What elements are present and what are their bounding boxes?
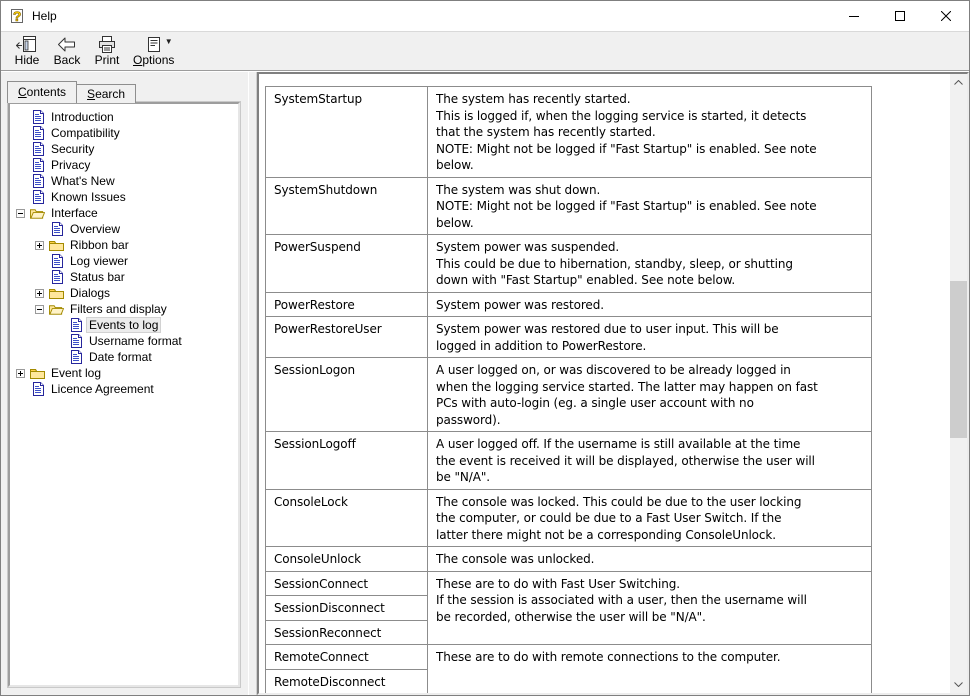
options-button[interactable] (127, 32, 180, 70)
event-description-cell: System power was restored due to user input. This will be logged in addition to PowerRestore. (428, 317, 872, 358)
event-description-cell: The console was locked. This could be due to the user locking the computer, or could be due to a Fast User Switch. If the latter there might not be a corresponding ConsoleUnlock. (428, 489, 872, 547)
page-icon (30, 382, 45, 397)
toolbar (1, 32, 969, 71)
table-row (266, 235, 872, 293)
tree-item-label: What's New (51, 174, 115, 188)
event-name-cell: SessionConnect (266, 571, 428, 596)
event-description-cell: System power was suspended. This could be due to hibernation, standby, sleep, or shutting down with "Fast Startup" enabled. See note below. (428, 235, 872, 293)
svg-text:?: ? (12, 8, 22, 24)
topic-content (259, 74, 950, 693)
sidebar-tabs (7, 80, 248, 102)
tree-item[interactable] (10, 205, 238, 221)
scroll-up-button[interactable] (950, 74, 967, 91)
folder-open-icon (30, 206, 45, 221)
tree-item[interactable] (10, 109, 238, 125)
table-row (266, 358, 872, 432)
tree-item-label: Event log (51, 366, 102, 380)
page-icon (30, 142, 45, 157)
tree-item-label: Interface (51, 206, 98, 220)
window-title: Help (32, 9, 57, 23)
events-table (265, 86, 872, 693)
printer-icon (96, 34, 118, 54)
tree-item[interactable] (10, 221, 238, 237)
event-name-cell: SystemShutdown (266, 177, 428, 235)
scroll-down-button[interactable] (950, 676, 967, 693)
table-row (266, 87, 872, 178)
tree-item[interactable] (10, 253, 238, 269)
tree-item[interactable] (10, 285, 238, 301)
tree-item-label: Overview (70, 222, 121, 236)
event-description-cell: The system has recently started. This is logged if, when the logging service is started, it detects that the system has recently started. NOTE: Might not be logged if "Fast Startup" is enabled. See note below. (428, 87, 872, 178)
tree-item[interactable] (10, 269, 238, 285)
tree-item-label: Status bar (70, 270, 125, 284)
event-description-cell: The system was shut down. NOTE: Might not be logged if "Fast Startup" is enabled. See note below. (428, 177, 872, 235)
page-icon (30, 110, 45, 125)
tree-item-label: Introduction (51, 110, 114, 124)
help-question-icon (9, 8, 25, 24)
event-description-cell: The console was unlocked. (428, 547, 872, 572)
event-description-cell: A user logged off. If the username is still available at the time the event is received it will be displayed, otherwise the user will be "N/A". (428, 432, 872, 490)
print-button[interactable] (87, 32, 127, 70)
tree-item-label: Licence Agreement (51, 382, 154, 396)
tree-item[interactable] (10, 365, 238, 381)
table-row (266, 292, 872, 317)
page-icon (68, 350, 83, 365)
title-bar[interactable] (1, 1, 969, 32)
folder-closed-icon (49, 238, 64, 253)
page-icon (49, 254, 64, 269)
collapse-icon[interactable] (35, 305, 44, 314)
event-name-cell: RemoteConnect (266, 645, 428, 670)
main-area (1, 72, 969, 695)
back-button-label: Back (53, 53, 81, 67)
table-row (266, 645, 872, 670)
page-icon (68, 334, 83, 349)
tree-item[interactable] (10, 349, 238, 365)
folder-open-icon (49, 302, 64, 317)
tree-item-label: Dialogs (70, 286, 111, 300)
page-icon (30, 190, 45, 205)
page-icon (30, 126, 45, 141)
tree-item[interactable] (10, 237, 238, 253)
event-description-cell: These are to do with remote connections to the computer. (428, 645, 872, 694)
tree-item[interactable] (10, 157, 238, 173)
event-name-cell: SessionLogoff (266, 432, 428, 490)
table-row (266, 489, 872, 547)
event-description-cell: A user logged on, or was discovered to be already logged in when the logging service started. The latter may happen on fast PCs with auto-login (eg. a single user account with no password). (428, 358, 872, 432)
table-row (266, 571, 872, 596)
scroll-thumb[interactable] (950, 281, 967, 438)
tree-item-label: Known Issues (51, 190, 126, 204)
back-arrow-icon (56, 34, 78, 54)
hide-button[interactable] (7, 32, 47, 70)
pane-splitter[interactable] (248, 72, 257, 695)
events-table-body (266, 87, 872, 694)
folder-closed-icon (49, 286, 64, 301)
print-button-label: Print (94, 53, 120, 67)
event-name-cell: PowerRestore (266, 292, 428, 317)
event-description-cell: These are to do with Fast User Switching. If the session is associated with a user, then the username will be recorded, otherwise the user will be "N/A". (428, 571, 872, 645)
page-icon (49, 270, 64, 285)
back-button[interactable] (47, 32, 87, 70)
event-description-cell: System power was restored. (428, 292, 872, 317)
tree-item[interactable] (10, 125, 238, 141)
folder-closed-icon (30, 366, 45, 381)
tree-item-label: Filters and display (70, 302, 167, 316)
hide-button-label: Hide (14, 53, 40, 67)
event-name-cell: PowerSuspend (266, 235, 428, 293)
maximize-button[interactable] (877, 1, 923, 31)
tree-item[interactable] (10, 173, 238, 189)
table-row (266, 317, 872, 358)
tree-item[interactable] (10, 381, 238, 397)
tree-item-label: Events to log (89, 318, 159, 332)
event-name-cell: PowerRestoreUser (266, 317, 428, 358)
options-button-label: Options (133, 53, 175, 67)
navigation-pane (1, 72, 248, 695)
vertical-scrollbar[interactable] (950, 74, 967, 693)
close-button[interactable] (923, 1, 969, 31)
tree-item[interactable] (10, 333, 238, 349)
event-name-cell: SessionReconnect (266, 620, 428, 645)
table-row (266, 177, 872, 235)
tree-item-label: Compatibility (51, 126, 120, 140)
tree-item-label: Date format (89, 350, 152, 364)
tab-search[interactable]: Search (77, 84, 136, 103)
event-name-cell: ConsoleUnlock (266, 547, 428, 572)
tree-item[interactable] (10, 141, 238, 157)
tree-item-label: Privacy (51, 158, 91, 172)
collapse-icon[interactable] (16, 209, 25, 218)
table-row (266, 547, 872, 572)
page-icon (68, 318, 83, 333)
tree-item-label: Security (51, 142, 95, 156)
page-icon (49, 222, 64, 237)
expand-icon[interactable] (35, 289, 44, 298)
page-icon (30, 174, 45, 189)
tab-contents[interactable]: Contents (7, 81, 77, 103)
tree-item-label: Username format (89, 334, 182, 348)
dropdown-caret-icon: ▼ (164, 37, 173, 46)
tree-item[interactable] (10, 189, 238, 205)
tree-item-label: Ribbon bar (70, 238, 129, 252)
expand-icon[interactable] (16, 369, 25, 378)
page-icon (30, 158, 45, 173)
window-controls (831, 1, 969, 31)
minimize-button[interactable] (831, 1, 877, 31)
event-name-cell: RemoteDisconnect (266, 669, 428, 693)
table-row (266, 432, 872, 490)
options-page-icon (143, 34, 173, 54)
event-name-cell: SessionLogon (266, 358, 428, 432)
expand-icon[interactable] (35, 241, 44, 250)
event-name-cell: SessionDisconnect (266, 596, 428, 621)
event-name-cell: ConsoleLock (266, 489, 428, 547)
tree-item[interactable] (10, 301, 238, 317)
contents-tree (8, 102, 240, 687)
event-name-cell: SystemStartup (266, 87, 428, 178)
tree-item-label: Log viewer (70, 254, 129, 268)
hide-panel-icon (16, 34, 38, 54)
content-pane (257, 72, 969, 695)
tree-item[interactable] (10, 317, 238, 333)
